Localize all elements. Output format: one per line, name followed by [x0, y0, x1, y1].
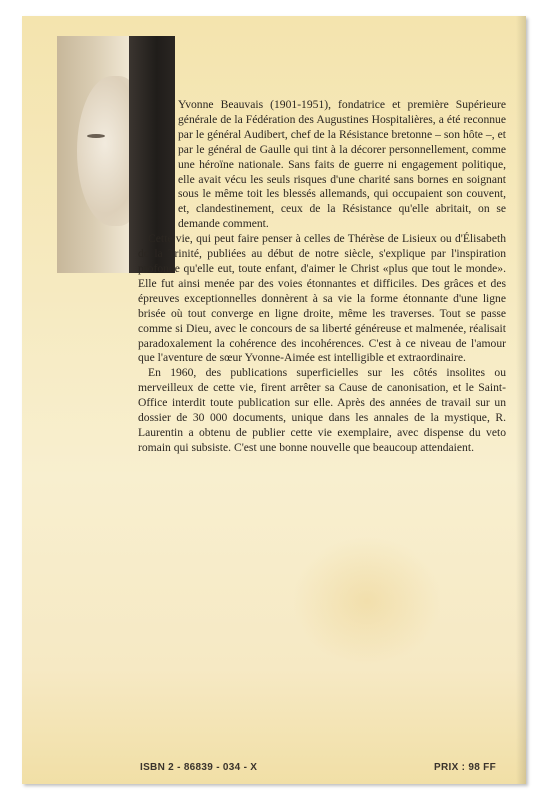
- blurb-text: [138, 98, 506, 456]
- cover-edge-shadow: [516, 16, 526, 784]
- isbn: ISBN 2 - 86839 - 034 - X: [140, 762, 258, 773]
- price: PRIX : 98 FF: [434, 762, 496, 773]
- paragraph-biography: Yvonne Beauvais (1901-1951), fondatrice et première Supérieure générale de la Fédération des Augustines Hospitalières, a été reconnue par le général Audibert, chef de la Résistance bretonne – son hôte –, et par le général de Gaulle qui tint à la décorer personnellement, comme une héroïne nationale. Sans faits de guerre ni engagement politique, elle avait vécu les seuls risques d'une charité sans bornes en soignant sous le même toit les blessés allemands, qui occupaient son couvent, et, clandestinement, ceux de la Résistance qu'elle abritait, on se demande comment.: [178, 98, 506, 231]
- paper-stain: [292, 536, 442, 666]
- portrait-eye: [87, 134, 105, 138]
- book-back-cover: [22, 16, 526, 784]
- paragraph-spiritual-life: Cette vie, qui peut faire penser à celles de Thérèse de Lisieux ou d'Élisabeth de la Trinité, publiées au début de notre siècle, s'explique par l'inspiration profonde qu'elle eut, toute enfant, d'aimer le Christ «plus que tout le monde». Elle fut ainsi menée par des voies étonnantes et difficiles. Des grâces et des épreuves exceptionnelles donnèrent à sa vie la forme étonnante d'une ligne brisée où tout converge en ligne droite, même les traverses. Tout se passe comme si Dieu, avec le concours de sa liberté généreuse et malmenée, réalisait paradoxalement la cohérence des incohérences. C'est à ce niveau de l'amour que l'aventure de sœur Yvonne-Aimée est intelligible et extraordinaire.: [138, 232, 506, 365]
- paragraph-publication-history: En 1960, des publications superficielles sur les côtés insolites ou merveilleux de cette vie, firent arrêter sa Cause de canonisation, et le Saint-Office interdit toute publication sur elle. Après des années de travail sur un dossier de 30 000 documents, unique dans les annales de la mystique, R. Laurentin a obtenu de publier cette vie exemplaire, avec dispense du veto romain qui subsiste. C'est une bonne nouvelle que beaucoup attendaient.: [138, 366, 506, 454]
